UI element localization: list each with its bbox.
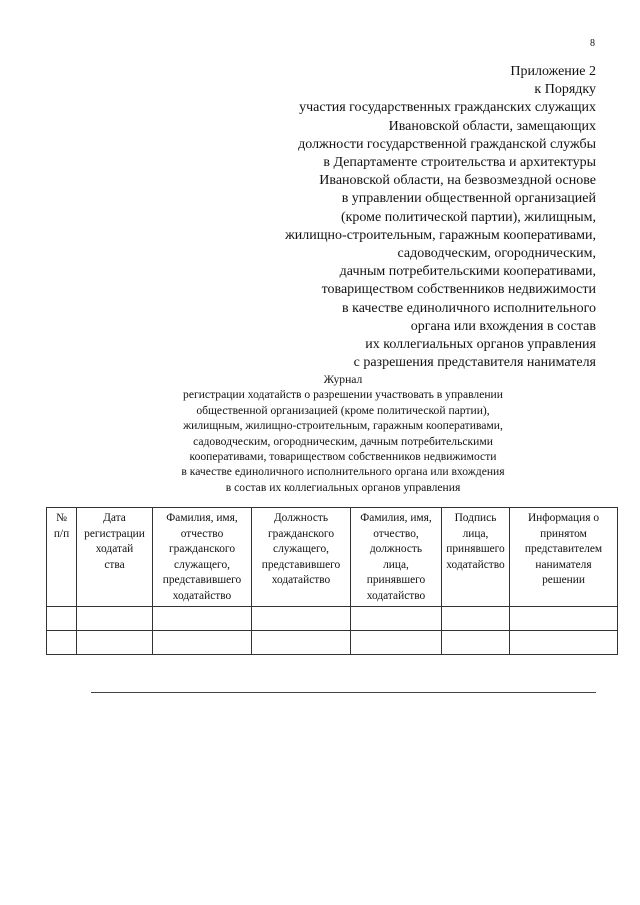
journal-subtitle-line: в качестве единоличного исполнительного органа или вхождения: [181, 465, 505, 479]
appendix-line: жилищно-строительным, гаражным кооперативами,: [285, 227, 596, 243]
column-header-line: лица,: [462, 527, 489, 540]
appendix-line: участия государственных гражданских служащих: [299, 100, 596, 116]
appendix-line: дачным потребительскими кооперативами,: [339, 264, 596, 280]
column-header: [252, 508, 351, 607]
column-header-line: гражданского: [267, 527, 335, 540]
table-row: [47, 631, 618, 655]
column-header-line: регистрации: [84, 527, 145, 540]
journal-subtitle-line: кооперативами, товариществом собственников недвижимости: [189, 450, 497, 464]
journal-subtitle-line: общественной организацией (кроме политической партии),: [196, 403, 490, 417]
column-header-line: ходатайство: [366, 589, 426, 602]
table-cell: [77, 631, 153, 655]
column-header-line: ходатайство: [446, 558, 505, 571]
column-header-line: отчество: [180, 527, 224, 540]
journal-subtitle-line: в состав их коллегиальных органов управления: [225, 480, 461, 494]
column-header-line: ходатайство: [172, 589, 232, 602]
table-cell: [153, 607, 252, 631]
registration-table: [46, 507, 618, 655]
column-header-line: должность: [369, 543, 423, 555]
bottom-divider: [91, 692, 596, 693]
column-header-line: гражданского: [168, 543, 236, 555]
column-header: [153, 508, 252, 607]
column-header-line: ходатай: [95, 543, 134, 555]
column-header-line: принявшего: [446, 543, 505, 555]
appendix-line: в качестве единоличного исполнительного: [342, 300, 596, 316]
table-cell: [252, 631, 351, 655]
appendix-line: к Порядку: [534, 82, 596, 98]
column-header: [47, 508, 77, 607]
column-header: [510, 508, 618, 607]
journal-subtitle-line: жилищным, жилищно-строительным, гаражным кооперативами,: [183, 419, 503, 433]
column-header-line: нанимателя: [535, 558, 592, 571]
table-cell: [47, 631, 77, 655]
journal-title: [118, 372, 568, 495]
table-header-row: [47, 508, 618, 607]
column-header: [351, 508, 442, 607]
table-cell: [153, 631, 252, 655]
column-header: [77, 508, 153, 607]
page-number: 8: [590, 38, 595, 49]
appendix-line: (кроме политической партии), жилищным,: [340, 209, 596, 225]
table-cell: [442, 607, 510, 631]
journal-subtitle-line: регистрации ходатайств о разрешении участвовать в управлении: [183, 388, 503, 402]
column-header-line: служащего,: [273, 543, 329, 555]
journal-heading: Журнал: [323, 373, 363, 386]
appendix-line: Приложение 2: [510, 64, 596, 79]
journal-subtitle-line: садоводческим, огородническим, дачным потребительскими: [193, 434, 493, 448]
column-header-line: №: [56, 512, 67, 524]
column-header-line: ходатайство: [271, 574, 331, 586]
table-cell: [510, 607, 618, 631]
column-header-line: ства: [104, 558, 125, 571]
column-header-line: Фамилия, имя,: [360, 512, 432, 524]
column-header-line: лица,: [383, 558, 409, 571]
appendix-line: Ивановской области, на безвозмездной основе: [319, 173, 596, 189]
appendix-header: [216, 63, 596, 372]
table-cell: [351, 607, 442, 631]
table-cell: [47, 607, 77, 631]
column-header-line: представителем: [524, 543, 603, 555]
table-cell: [351, 631, 442, 655]
column-header-line: п/п: [53, 527, 70, 540]
appendix-line: должности государственной гражданской службы: [298, 136, 596, 152]
table-body: [47, 607, 618, 655]
appendix-line: товариществом собственников недвижимости: [321, 282, 596, 298]
column-header-line: Фамилия, имя,: [166, 512, 238, 524]
table-cell: [442, 631, 510, 655]
appendix-line: органа или вхождения в состав: [410, 318, 596, 334]
column-header-line: представившего: [261, 558, 341, 571]
column-header-line: принятом: [540, 527, 587, 540]
column-header-line: Должность: [273, 512, 329, 524]
appendix-line: с разрешения представителя нанимателя: [353, 355, 596, 371]
column-header-line: Дата: [103, 512, 126, 524]
column-header-line: решении: [542, 574, 585, 586]
table-cell: [77, 607, 153, 631]
column-header-line: служащего,: [174, 558, 230, 571]
column-header-line: представившего: [162, 574, 242, 586]
column-header-line: Информация о: [527, 512, 600, 524]
appendix-line: Ивановской области, замещающих: [388, 118, 596, 134]
column-header-line: принявшего: [366, 574, 426, 586]
column-header-line: отчество,: [373, 527, 419, 540]
column-header: [442, 508, 510, 607]
appendix-line: в Департаменте строительства и архитектуры: [323, 155, 596, 171]
table-cell: [252, 607, 351, 631]
column-header-line: Подпись: [454, 512, 497, 524]
appendix-line: их коллегиальных органов управления: [365, 337, 596, 353]
appendix-line: в управлении общественной организацией: [341, 191, 596, 207]
appendix-line: садоводческим, огородническим,: [397, 246, 596, 262]
table-cell: [510, 631, 618, 655]
table-row: [47, 607, 618, 631]
